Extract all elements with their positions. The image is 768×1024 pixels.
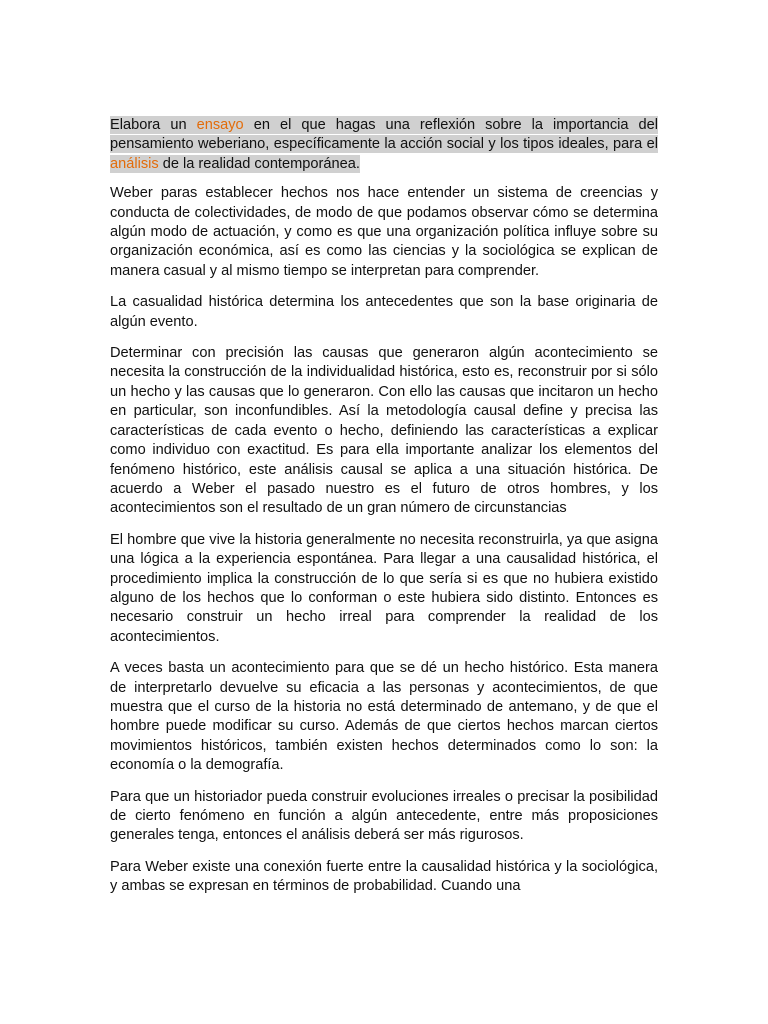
prompt-text-3: de la realidad contemporánea. [158, 155, 360, 172]
keyword-analisis: análisis [110, 155, 159, 172]
prompt-text-2: en el que hagas una reflexión sobre la importancia del pensamiento weberiano, específicamente la acción social y los tipos ideales, para el [110, 117, 658, 153]
keyword-ensayo: ensayo [196, 117, 244, 133]
paragraph-6: Para que un historiador pueda construir evoluciones irreales o precisar la posibilidad de cierto fenómeno en función a algún antecedente, entre más proposiciones generales tenga, entonces el análisis deberá ser más rigurosos. [110, 788, 658, 844]
paragraph-7: Para Weber existe una conexión fuerte entre la causalidad histórica y la sociológica, y ambas se expresan en términos de probabilidad. Cuando una [110, 858, 658, 895]
paragraph-2: La casualidad histórica determina los antecedentes que son la base originaria de algún evento. [110, 294, 658, 330]
paragraph-1: Weber paras establecer hechos nos hace entender un sistema de creencias y conducta de colectividades, de modo de que podamos observar cómo se determina algún modo de actuación, y como es que una organización política influye sobre su organización económica, así es como las ciencias y la sociológica se explican de manera casual y al mismo tiempo se interpretan para comprender. [110, 185, 658, 279]
paragraph-5: A veces basta un acontecimiento para que se dé un hecho histórico. Esta manera de interpretarlo devuelve su eficacia a las personas y acontecimientos, de que muestra que el curso de la historia no está determinado de antemano, y de que el hombre puede modificar su curso. Además de que ciertos hechos marcan ciertos movimientos históricos, también existen hechos determinados como lo son: la economía o la demografía. [110, 660, 658, 774]
prompt-highlight [110, 116, 658, 173]
paragraph-3: Determinar con precisión las causas que generaron algún acontecimiento se necesita la construcción de la individualidad histórica, esto es, reconstruir por si sólo un hecho y las causas que lo generaron. Con ello las causas que incitaron un hecho en particular, son inconfundibles. Así la metodología causal define y precisa las características de cada evento o hecho, definiendo las características a explicar como individuo con exactitud. Es para ella importante analizar los elementos del fenómeno histórico, este análisis causal se aplica a una situación histórica. De acuerdo a Weber el pasado nuestro es el futuro de otros hombres, y los acontecimientos son el resultado de un gran número de circunstancias [110, 345, 658, 517]
prompt-text-1: Elabora un [110, 117, 197, 133]
paragraph-4: El hombre que vive la historia generalmente no necesita reconstruirla, ya que asigna una lógica a la experiencia espontánea. Para llegar a una causalidad histórica, el procedimiento implica la construcción de lo que sería si es que no hubiera existido alguno de los hechos que lo conforman o este hubiera sido distinto. Entonces es necesario construir un hecho irreal para comprender la realidad de los acontecimientos. [110, 531, 658, 645]
assignment-prompt [110, 116, 658, 174]
